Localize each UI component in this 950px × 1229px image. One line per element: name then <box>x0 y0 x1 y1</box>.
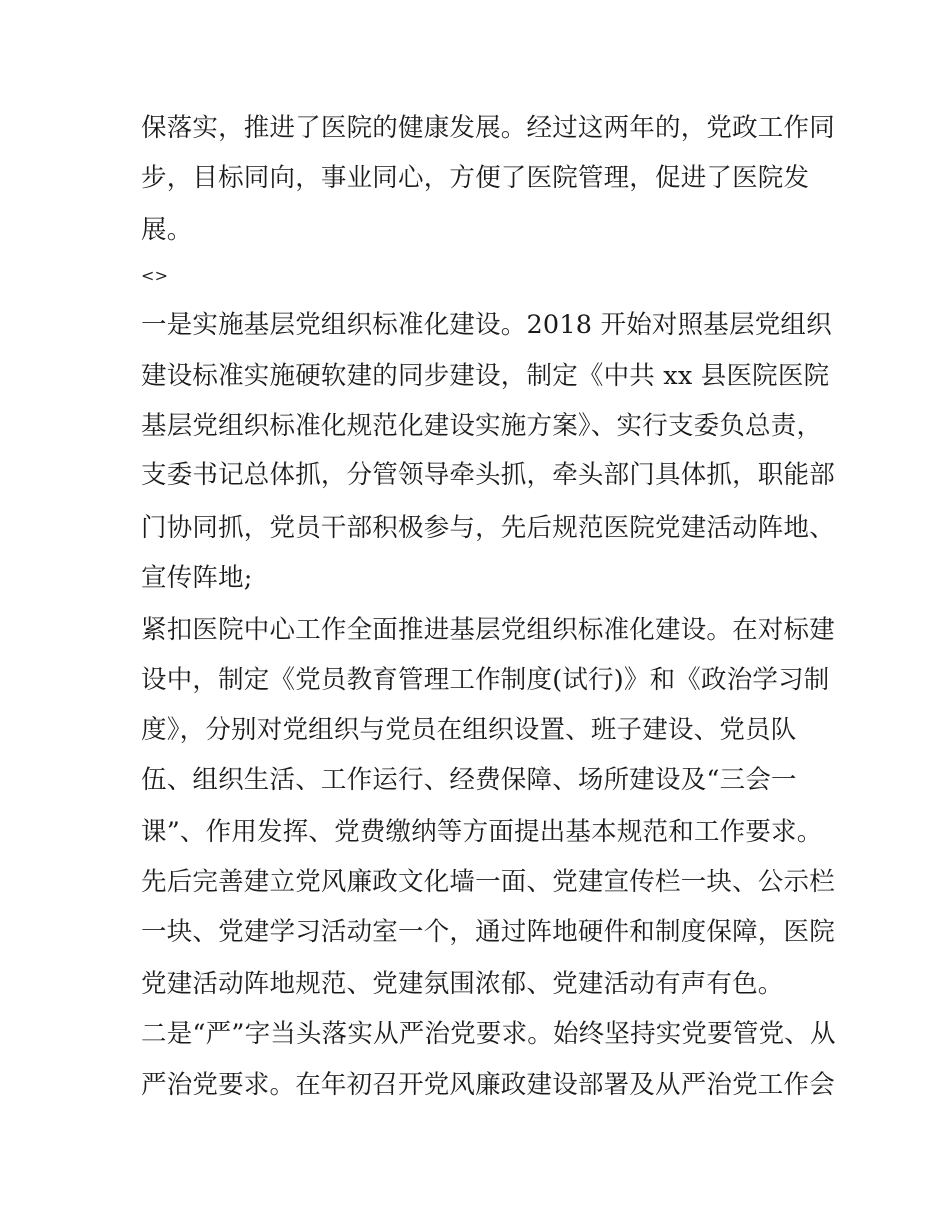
text-line: 二是“严”字当头落实从严治党要求。始终坚持实党要管党、从 <box>141 1019 836 1049</box>
text-line: 建设标准实施硬软建的同步建设，制定《中共 xx 县医院医院 <box>141 361 830 391</box>
text-line: 紧扣医院中心工作全面推进基层党组织标准化建设。在对标建 <box>141 615 835 645</box>
text-line: 课”、作用发挥、党费缴纳等方面提出基本规范和工作要求。 <box>141 817 823 847</box>
text-line: 门协同抓，党员干部积极参与，先后规范医院党建活动阵地、 <box>141 513 835 543</box>
text-line: 伍、组织生活、工作运行、经费保障、场所建设及“三会一 <box>141 765 797 795</box>
text-line: 保落实，推进了医院的健康发展。经过这两年的，党政工作同 <box>141 113 835 143</box>
text-line: 展。 <box>141 215 193 245</box>
text-line: 一块、党建学习活动室一个，通过阵地硬件和制度保障，医院 <box>141 917 835 947</box>
text-line: 基层党组织标准化规范化建设实施方案》、实行支委负总责， <box>141 411 823 441</box>
text-line: 度》，分别对党组织与党员在组织设置、班子建设、党员队 <box>141 715 797 745</box>
text-line: 宣传阵地; <box>141 563 253 593</box>
text-line: 党建活动阵地规范、党建氛围浓郁、党建活动有声有色。 <box>141 969 784 999</box>
text-line: 严治党要求。在年初召开党风廉政建设部署及从严治党工作会 <box>141 1070 835 1100</box>
text-line: <> <box>141 266 169 285</box>
text-line: 支委书记总体抓，分管领导牵头抓，牵头部门具体抓，职能部 <box>141 460 835 490</box>
text-line: 一是实施基层党组织标准化建设。2018 开始对照基层党组织 <box>141 310 832 340</box>
text-line: 步，目标同向，事业同心，方便了医院管理，促进了医院发 <box>141 163 810 193</box>
text-line: 设中，制定《党员教育管理工作制度(试行)》和《政治学习制 <box>141 665 830 695</box>
text-line: 先后完善建立党风廉政文化墙一面、党建宣传栏一块、公示栏 <box>141 867 835 897</box>
